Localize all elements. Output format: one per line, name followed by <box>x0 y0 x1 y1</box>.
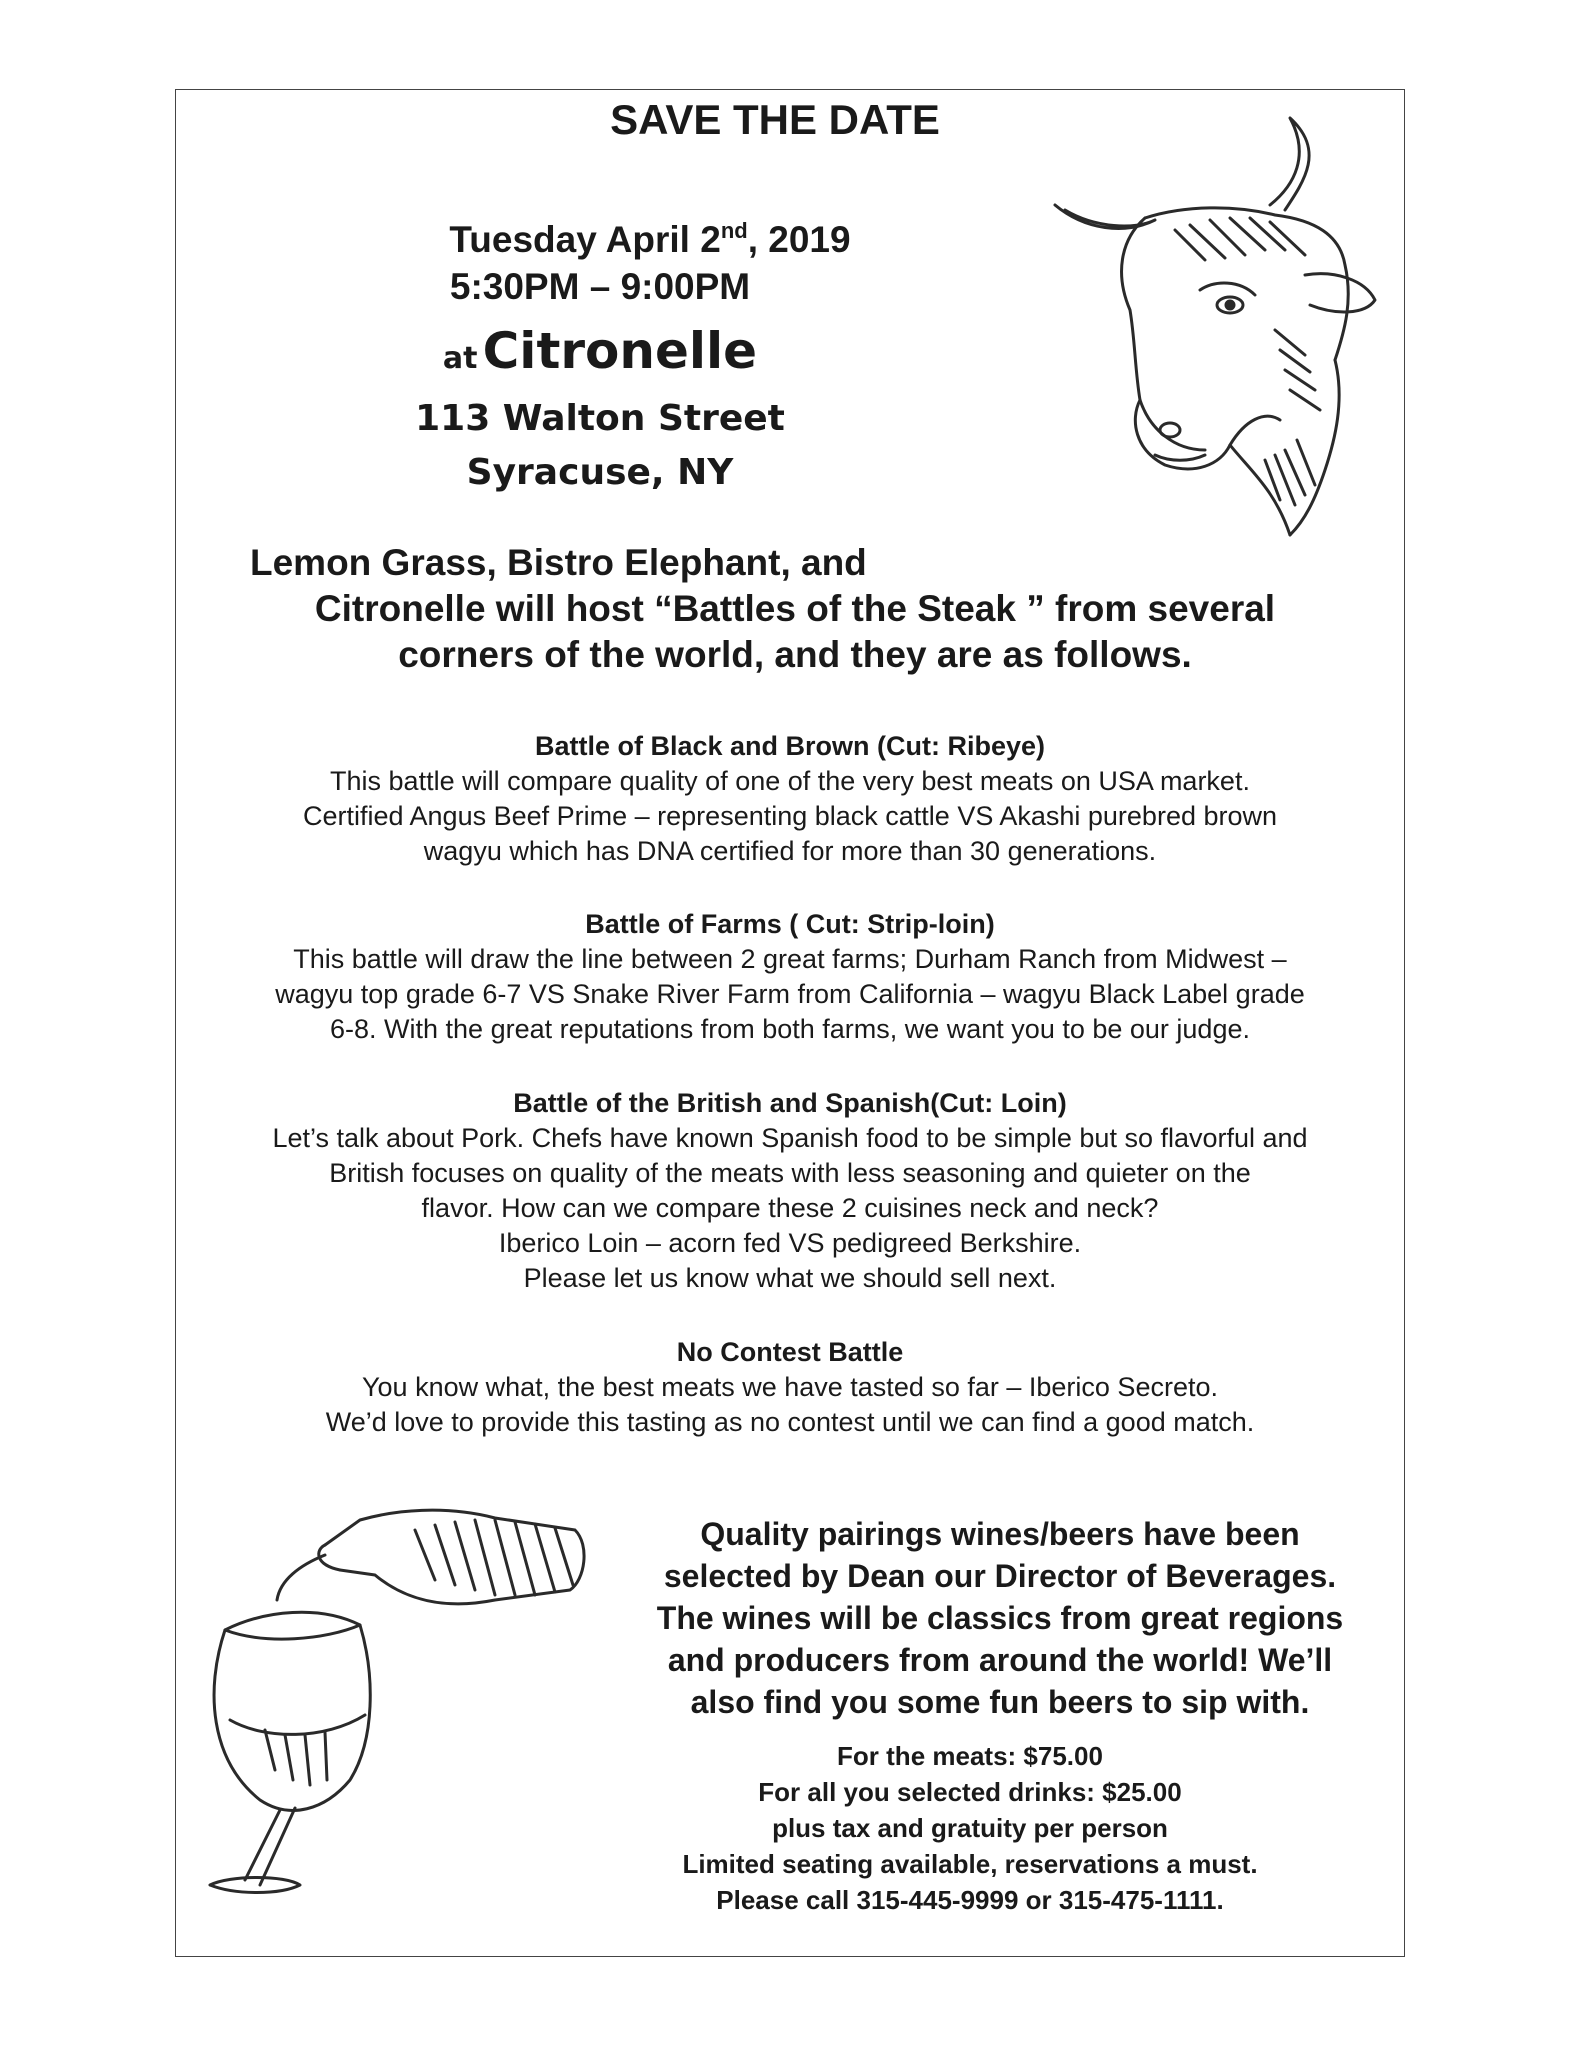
battle-line: British focuses on quality of the meats with less seasoning and quieter on the <box>329 1158 1251 1188</box>
battle-british-spanish <box>185 1086 1395 1296</box>
battle-title: No Contest Battle <box>676 1337 904 1367</box>
battle-title: Battle of Farms ( Cut: Strip-loin) <box>585 909 995 939</box>
drinks-line: selected by Dean our Director of Beverages. <box>663 1558 1337 1594</box>
battle-line: wagyu top grade 6-7 VS Snake River Farm from California – wagyu Black Label grade <box>275 979 1305 1009</box>
intro-paragraph <box>215 540 1375 678</box>
battle-line: This battle will draw the line between 2 great farms; Durham Ranch from Midwest – <box>293 944 1287 974</box>
battle-line: Let’s talk about Pork. Chefs have known Spanish food to be simple but so flavorful and <box>272 1123 1308 1153</box>
price-drinks: For all you selected drinks: $25.00 <box>758 1777 1182 1807</box>
intro-line: Citronelle will host “Battles of the Steak ” from several <box>314 588 1276 629</box>
price-note: plus tax and gratuity per person <box>772 1813 1168 1843</box>
intro-line: corners of the world, and they are as follows. <box>398 634 1192 675</box>
battle-line: This battle will compare quality of one of the very best meats on USA market. <box>330 766 1250 796</box>
seating-note: Limited seating available, reservations a must. <box>682 1849 1258 1879</box>
pricing-block <box>600 1738 1340 1918</box>
drinks-line: also find you some fun beers to sip with. <box>690 1684 1310 1720</box>
event-city: Syracuse, NY <box>466 452 734 493</box>
battle-title: Battle of the British and Spanish(Cut: Loin) <box>513 1088 1067 1118</box>
drinks-paragraph <box>600 1513 1400 1723</box>
battle-no-contest <box>185 1335 1395 1440</box>
battle-farms <box>185 907 1395 1047</box>
event-time: 5:30PM – 9:00PM <box>449 266 751 307</box>
price-meats: For the meats: $75.00 <box>837 1741 1103 1771</box>
intro-line: Lemon Grass, Bistro Elephant, and <box>250 542 867 583</box>
battle-line: flavor. How can we compare these 2 cuisines neck and neck? <box>421 1193 1159 1223</box>
drinks-line: Quality pairings wines/beers have been <box>700 1516 1300 1552</box>
event-venue: at Citronelle <box>442 322 758 380</box>
battle-line: 6-8. With the great reputations from both farms, we want you to be our judge. <box>330 1014 1250 1044</box>
battle-line: Iberico Loin – acorn fed VS pedigreed Berkshire. <box>498 1228 1082 1258</box>
page-title: SAVE THE DATE <box>610 96 940 143</box>
battle-line: You know what, the best meats we have tasted so far – Iberico Secreto. <box>362 1372 1218 1402</box>
drinks-line: and producers from around the world! We’ll <box>667 1642 1333 1678</box>
event-address: 113 Walton Street <box>415 398 785 439</box>
phone-line: Please call 315-445-9999 or 315-475-1111. <box>716 1885 1224 1915</box>
event-date: Tuesday April 2nd, 2019 <box>449 218 851 260</box>
battle-line: We’d love to provide this tasting as no contest until we can find a good match. <box>325 1407 1255 1437</box>
drinks-line: The wines will be classics from great regions <box>656 1600 1344 1636</box>
battle-ribeye <box>185 729 1395 869</box>
battle-line: Certified Angus Beef Prime – representing black cattle VS Akashi purebred brown <box>302 801 1278 831</box>
bull-head-icon <box>1035 110 1435 540</box>
battle-line: wagyu which has DNA certified for more than 30 generations. <box>423 836 1157 866</box>
battle-line: Please let us know what we should sell next. <box>523 1263 1057 1293</box>
battle-title: Battle of Black and Brown (Cut: Ribeye) <box>534 731 1046 761</box>
wine-pour-icon <box>185 1500 595 1900</box>
